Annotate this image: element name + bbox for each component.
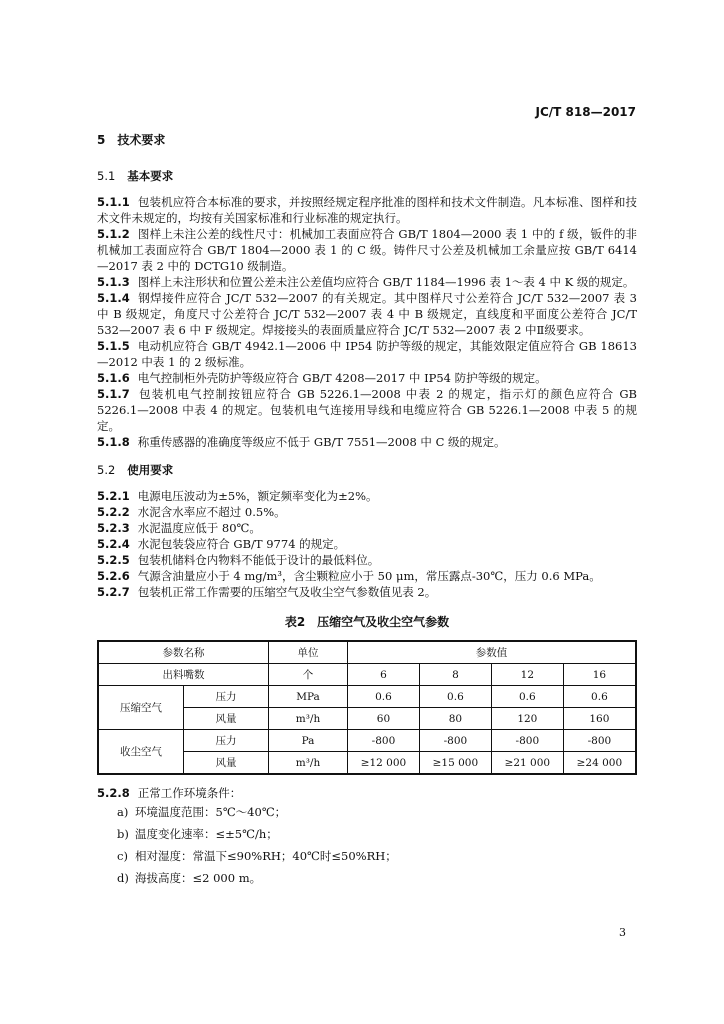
doc-code: JC/T 818—2017 [535, 105, 636, 119]
table-cell: Pa [269, 730, 348, 752]
parameters-table [97, 640, 637, 775]
clause-number: 5.1.6 [97, 371, 130, 385]
clause-text: 称重传感器的准确度等级应不低于 GB/T 7551—2008 中 C 级的规定。 [137, 435, 506, 449]
table-cell: 0.6 [348, 686, 420, 708]
table-cell: 6 [348, 664, 420, 686]
table-cell: 压力 [184, 730, 269, 752]
table-cell: 0.6 [563, 686, 636, 708]
clause-number: 5.2.8 [97, 786, 130, 800]
clause-number: 5.1.1 [97, 195, 130, 209]
clause [97, 290, 637, 338]
section-heading [97, 132, 637, 148]
table-cell: m³/h [269, 752, 348, 775]
table-cell: -800 [491, 730, 563, 752]
table-row [98, 686, 636, 708]
clauses-5-2 [97, 488, 637, 600]
page-number: 3 [619, 926, 626, 939]
table-cell: ≥24 000 [563, 752, 636, 775]
clause-text: 钢焊接件应符合 JC/T 532—2007 的有关规定。其中图样尺寸公差符合 JC/T 532—2007 表 3 中 B 级规定，角度尺寸公差符合 JC/T 532—2007 表 4 中 B 级规定，直线度和平面度公差符合 JC/T 532—2007 表 6 中 F 级规定。焊接接头的表面质量应符合 JC/T 532—2007 表 2 中Ⅱ级要求。 [97, 291, 637, 337]
list-label: a) [117, 805, 129, 819]
table-cell: 12 [491, 664, 563, 686]
clause [97, 520, 637, 536]
clause-number: 5.2.7 [97, 585, 130, 599]
clause-text: 图样上未注形状和位置公差未注公差值均应符合 GB/T 1184—1996 表 1～表 4 中 K 级的规定。 [137, 275, 635, 289]
clause-number: 5.1.5 [97, 339, 130, 353]
list-label: b) [117, 827, 129, 841]
clause [97, 338, 637, 370]
table-cell: 8 [419, 664, 491, 686]
clause-text: 水泥包装袋应符合 GB/T 9774 的规定。 [137, 537, 346, 551]
page-content [97, 132, 637, 889]
table-cell: 风量 [184, 752, 269, 775]
clause-text: 水泥含水率应不超过 0.5%。 [137, 505, 286, 519]
subsection-title: 使用要求 [127, 463, 174, 477]
spacer [97, 775, 637, 785]
table-cell: -800 [419, 730, 491, 752]
table-cell: 个 [269, 664, 348, 686]
clause-number: 5.2.4 [97, 537, 130, 551]
clause [97, 226, 637, 274]
clause [97, 194, 637, 226]
clause-text: 图样上未注公差的线性尺寸：机械加工表面应符合 GB/T 1804—2000 表 1 中的 f 级，钣件的非机械加工表面应符合 GB/T 1804—2000 表 1 的 C 级。铸件尺寸公差及机械加工余量应按 GB/T 6414—2017 表 2 中的 DCTG10 级制造。 [97, 227, 637, 273]
clause-number: 5.1.4 [97, 291, 130, 305]
table-cell: ≥15 000 [419, 752, 491, 775]
clause-text: 电源电压波动为±5%，额定频率变化为±2%。 [137, 489, 378, 503]
clause-text: 包装机储料仓内物料不能低于设计的最低料位。 [137, 553, 380, 567]
clause-number: 5.2.5 [97, 553, 130, 567]
clause-text: 电气控制柜外壳防护等级应符合 GB/T 4208—2017 中 IP54 防护等级的规定。 [137, 371, 547, 385]
table-cell: -800 [563, 730, 636, 752]
table-cell: ≥12 000 [348, 752, 420, 775]
spacer [97, 450, 637, 462]
list-item [97, 823, 637, 845]
list-text: 相对湿度：常温下≤90%RH；40℃时≤50%RH； [135, 849, 397, 863]
clause-text: 电动机应符合 GB/T 4942.1—2006 中 IP54 防护等级的规定，其能效限定值应符合 GB 18613—2012 中表 1 的 2 级标准。 [97, 339, 637, 369]
table-cell: 出料嘴数 [98, 664, 269, 686]
clause [97, 584, 637, 600]
list-item [97, 867, 637, 889]
clause-number: 5.2.2 [97, 505, 130, 519]
clause [97, 386, 637, 434]
table-cell: m³/h [269, 708, 348, 730]
subsection-number: 5.2 [97, 463, 116, 477]
subsection-heading-5-2 [97, 462, 637, 478]
list-text: 温度变化速率：≤±5℃/h； [135, 827, 278, 841]
clause [97, 552, 637, 568]
table-cell: 0.6 [419, 686, 491, 708]
table-cell: 160 [563, 708, 636, 730]
clause-text: 气源含油量应小于 4 mg/m³，含尘颗粒应小于 50 μm，常压露点-30℃，压力 0.6 MPa。 [137, 569, 601, 583]
table-cell: ≥21 000 [491, 752, 563, 775]
table-row [98, 730, 636, 752]
table-title: 表2 压缩空气及收尘空气参数 [284, 615, 450, 629]
list-label: c) [117, 849, 128, 863]
clause-number: 5.1.2 [97, 227, 130, 241]
table-cell: 压力 [184, 686, 269, 708]
clause [97, 370, 637, 386]
table-header-cell: 参数名称 [98, 641, 269, 664]
clause [97, 434, 637, 450]
table-cell: 60 [348, 708, 420, 730]
table-cell: 风量 [184, 708, 269, 730]
list-text: 环境温度范围：5℃～40℃； [135, 805, 287, 819]
section-number: 5 [97, 133, 106, 147]
clause-number: 5.1.8 [97, 435, 130, 449]
clause-text: 水泥温度应低于 80℃。 [137, 521, 261, 535]
clause [97, 274, 637, 290]
table-header-row [98, 641, 636, 664]
clauses-5-1 [97, 194, 637, 450]
subsection-heading-5-1 [97, 168, 637, 184]
clause-text: 包装机应符合本标准的要求，并按照经规定程序批准的图样和技术文件制造。凡本标准、图样和技术文件未规定的，均按有关国家标准和行业标准的规定执行。 [97, 195, 637, 225]
subsection-title: 基本要求 [127, 169, 174, 183]
clause-text: 正常工作环境条件： [137, 786, 242, 800]
subsection-number: 5.1 [97, 169, 116, 183]
clause [97, 568, 637, 584]
list-text: 海拔高度：≤2 000 m。 [135, 871, 262, 885]
table-header-cell: 单位 [269, 641, 348, 664]
clause-number: 5.2.3 [97, 521, 130, 535]
clause-number: 5.2.1 [97, 489, 130, 503]
clause-text: 包装机正常工作需要的压缩空气及收尘空气参数值见表 2。 [137, 585, 437, 599]
table-header-cell: 参数值 [348, 641, 637, 664]
table-cell: 120 [491, 708, 563, 730]
clause [97, 536, 637, 552]
clause [97, 504, 637, 520]
clause [97, 488, 637, 504]
list-label: d) [117, 871, 129, 885]
clause-text: 包装机电气控制按钮应符合 GB 5226.1—2008 中表 2 的规定，指示灯的颜色应符合 GB 5226.1—2008 中表 4 的规定。包装机电气连接用导线和电缆应符合 GB 5226.1—2008 中表 5 的规定。 [97, 387, 637, 433]
environment-list [97, 801, 637, 889]
table-group-cell: 收尘空气 [98, 730, 184, 775]
table-group-cell: 压缩空气 [98, 686, 184, 730]
table-cell: 0.6 [491, 686, 563, 708]
list-item [97, 801, 637, 823]
section-title: 技术要求 [117, 133, 166, 147]
table-cell: 80 [419, 708, 491, 730]
clause [97, 785, 637, 801]
table-cell: MPa [269, 686, 348, 708]
list-item [97, 845, 637, 867]
clause-number: 5.2.6 [97, 569, 130, 583]
table-cell: 16 [563, 664, 636, 686]
clause-number: 5.1.7 [97, 387, 130, 401]
clause-number: 5.1.3 [97, 275, 130, 289]
table-cell: -800 [348, 730, 420, 752]
table-row [98, 664, 636, 686]
